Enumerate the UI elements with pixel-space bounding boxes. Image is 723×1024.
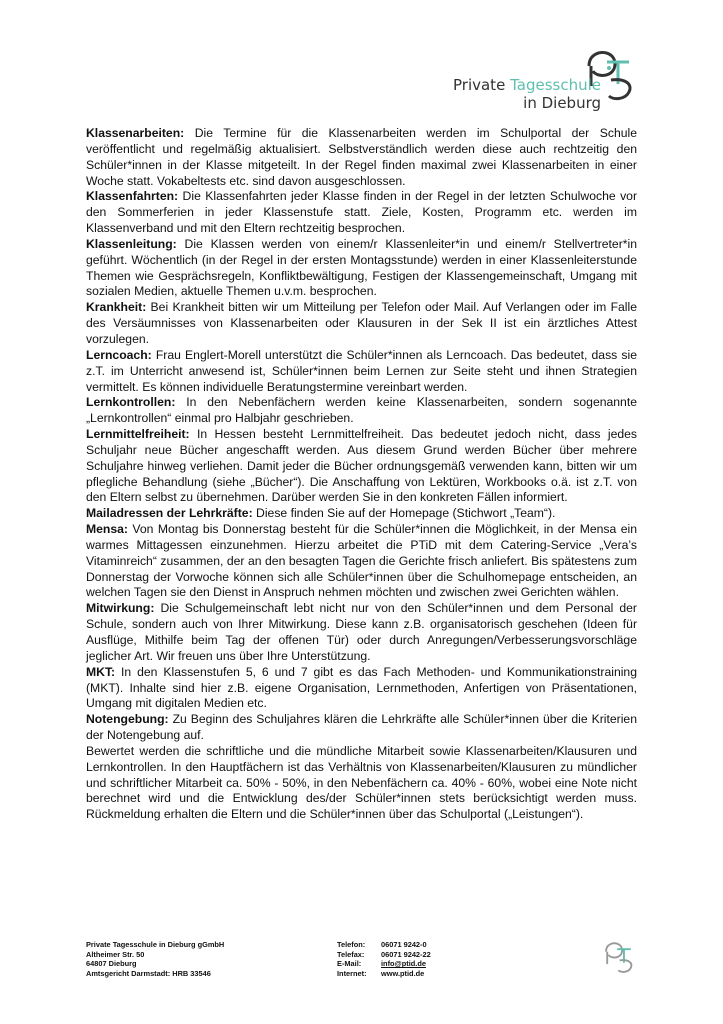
school-logo bbox=[419, 40, 639, 112]
ptid-footer-logo-icon bbox=[601, 938, 637, 974]
paragraph-text: Zu Beginn des Schuljahres klären die Lehrkräfte alle Schüler*innen über die Kriterien der Notengebung auf. bbox=[86, 712, 637, 743]
paragraph-klassenarbeiten bbox=[86, 126, 637, 189]
paragraph-text: Bewertet werden die schriftliche und die mündliche Mitarbeit sowie Klassenarbeiten/Klausuren und Lernkontrollen. In den Hauptfächern ist das Verhältnis von Klassenarbeiten/Klausuren zu mündlicher und schriftlicher Mitarbeit ca. 50% - 50%, in den Nebenfächern ca. 40% - 60%, wobei eine Note nicht berechnet wird und die Entwicklung des/der Schüler*innen stets berücksichtigt werden muss. Rückmeldung erhalten die Eltern und die Schüler*innen über das Schulportal („Leistungen“). bbox=[86, 743, 637, 822]
paragraph-klassenleitung bbox=[86, 237, 637, 300]
fax-value: 06071 9242-22 bbox=[381, 949, 431, 959]
paragraph-text: Bei Krankheit bitten wir um Mitteilung per Telefon oder Mail. Auf Verlangen oder im Falle des Versäumnisses von Klassenarbeiten oder Klausuren in der Sek II ist ein ärztliches Attest vorzulegen. bbox=[86, 300, 637, 346]
email-link[interactable]: info@ptid.de bbox=[381, 959, 426, 969]
footer-street: Altheimer Str. 50 bbox=[86, 949, 145, 959]
logo-text-private: Private bbox=[453, 76, 511, 94]
paragraph-bewertung bbox=[86, 744, 637, 823]
paragraph-mailadressen bbox=[86, 506, 637, 522]
term: Lernkontrollen: bbox=[86, 395, 176, 410]
contact-label: Telefon: bbox=[337, 940, 366, 949]
paragraph-klassenfahrten bbox=[86, 189, 637, 237]
term: Mailadressen der Lehrkräfte: bbox=[86, 506, 253, 521]
paragraph-text: Frau Englert-Morell unterstützt die Schüler*innen als Lerncoach. Das bedeutet, dass sie z.T. im Unterricht anwesend ist, Schüler*innen beim Lernen zur Seite steht und ihnen Strategien vermittelt. Es können individuelle Beratungstermine vereinbart werden. bbox=[86, 347, 637, 394]
website-link[interactable]: www.ptid.de bbox=[381, 968, 425, 978]
paragraph-text: Die Schulgemeinschaft lebt nicht nur von den Schüler*innen und dem Personal der Schule, sondern auch von Ihrer Mitwirkung. Diese kann z.B. organisatorisch geschehen (Ideen für Ausflüge, Mithilfe beim Tag der offenen Tür) oder durch Anregungen/Verbesserungsvorschläge jeglicher Art. Wir freuen uns über Ihre Unterstützung. bbox=[86, 601, 637, 663]
page-footer bbox=[86, 940, 637, 990]
term: Klassenleitung: bbox=[86, 236, 177, 251]
term: Mitwirkung: bbox=[86, 601, 155, 616]
paragraph-mkt bbox=[86, 665, 637, 713]
footer-contact-row bbox=[337, 950, 431, 960]
footer-address bbox=[86, 940, 224, 978]
paragraph-lerncoach bbox=[86, 348, 637, 396]
paragraph-lernkontrollen bbox=[86, 395, 637, 427]
paragraph-text: In den Klassenstufen 5, 6 und 7 gibt es das Fach Methoden- und Kommunikationstraining (MKT). Inhalte sind hier z.B. eigene Organisation, Lernmethoden, Anfertigen von Präsentationen, Umgang mit digitalen Medien etc. bbox=[86, 664, 637, 711]
term: Lernmittelfreiheit: bbox=[86, 427, 190, 442]
footer-court: Amtsgericht Darmstadt: HRB 33546 bbox=[86, 968, 211, 978]
term: Klassenfahrten: bbox=[86, 189, 179, 204]
footer-company: Private Tagesschule in Dieburg gGmbH bbox=[86, 940, 225, 949]
paragraph-mitwirkung bbox=[86, 601, 637, 664]
term: Krankheit: bbox=[86, 300, 147, 315]
paragraph-notengebung bbox=[86, 712, 637, 744]
footer-contact-row bbox=[337, 969, 431, 979]
paragraph-text: Die Termine für die Klassenarbeiten werden im Schulportal der Schule veröffentlicht und regelmäßig aktualisiert. Selbstverständlich werden diese auch rechtzeitig den Schüler*innen in der Klasse mitgeteilt. In der Regel finden maximal zwei Klassenarbeiten in einer Woche statt. Vokabeltests etc. sind davon ausgeschlossen. bbox=[86, 126, 637, 188]
logo-wordmark bbox=[453, 76, 601, 112]
contact-label: E-Mail: bbox=[337, 959, 362, 969]
paragraph-text: Die Klassenfahrten jeder Klasse finden in der Regel in der letzten Schulwoche vor den Sommerferien in jeder Klassenstufe statt. Ziele, Kosten, Programm etc. werden im Klassenverband und mit den Eltern rechtzeitig besprochen. bbox=[86, 189, 637, 236]
term: Mensa: bbox=[86, 522, 128, 537]
term: Klassenarbeiten: bbox=[86, 126, 185, 140]
contact-label: Internet: bbox=[337, 968, 367, 978]
footer-contact bbox=[337, 940, 431, 978]
phone-value: 06071 9242-0 bbox=[381, 940, 427, 949]
term: Notengebung: bbox=[86, 712, 169, 727]
paragraph-text: In Hessen besteht Lernmittelfreiheit. Das bedeutet jedoch nicht, dass jedes Schuljahr neue Bücher angeschafft werden. Aus diesem Grund werden Bücher über mehrere Schuljahre hinweg verliehen. Damit jeder die Bücher ordnungsgemäß verwenden kann, bitten wir um pflegliche Behandlung (siehe „Bücher“). Die Anschaffung von Lektüren, Workbooks o.ä. ist z.T. von den Eltern selbst zu übernehmen. Darüber werden Sie in den konkreten Fällen informiert. bbox=[86, 427, 637, 505]
paragraph-text: In den Nebenfächern werden keine Klassenarbeiten, sondern sogenannte „Lernkontrollen“ einmal pro Halbjahr geschrieben. bbox=[86, 395, 637, 426]
paragraph-text: Diese finden Sie auf der Homepage (Stichwort „Team“). bbox=[252, 506, 556, 521]
paragraph-text: Die Klassen werden von einem/r Klassenleiter*in und einem/r Stellvertreter*in geführt. Wöchentlich (in der Regel in der ersten Montagsstunde) werden in einer Klassenleiterstunde Themen wie Gesprächsregeln, Konfliktbewältigung, Festigen der Klassengemeinschaft, Umgang mit sozialen Medien, aktuelle Themen u.v.m. besprochen. bbox=[86, 236, 637, 299]
paragraph-text: Von Montag bis Donnerstag besteht für die Schüler*innen die Möglichkeit, in der Mensa ein warmes Mittagessen einzunehmen. Hierzu arbeitet die PTiD mit dem Catering-Service „Vera’s Vitaminreich“ zusammen, der an den besagten Tagen die Gerichte frisch anliefert. Bis spätestens zum Donnerstag der Vorwoche können sich alle Schüler*innen über die Schulhomepage entscheiden, an welchen Tagen sie den Dienst in Anspruch nehmen möchten und zwischen zwei Gerichten wählen. bbox=[86, 522, 637, 600]
document-body bbox=[86, 126, 637, 823]
footer-contact-row bbox=[337, 940, 431, 950]
logo-text-location: in Dieburg bbox=[523, 94, 601, 112]
paragraph-lernmittelfreiheit bbox=[86, 427, 637, 506]
term: MKT: bbox=[86, 664, 116, 679]
contact-label: Telefax: bbox=[337, 949, 365, 959]
logo-text-tagesschule: Tagesschule bbox=[510, 76, 601, 94]
paragraph-krankheit bbox=[86, 300, 637, 348]
term: Lerncoach: bbox=[86, 347, 152, 362]
paragraph-mensa bbox=[86, 522, 637, 601]
footer-city: 64807 Dieburg bbox=[86, 959, 137, 969]
footer-contact-row bbox=[337, 959, 431, 969]
